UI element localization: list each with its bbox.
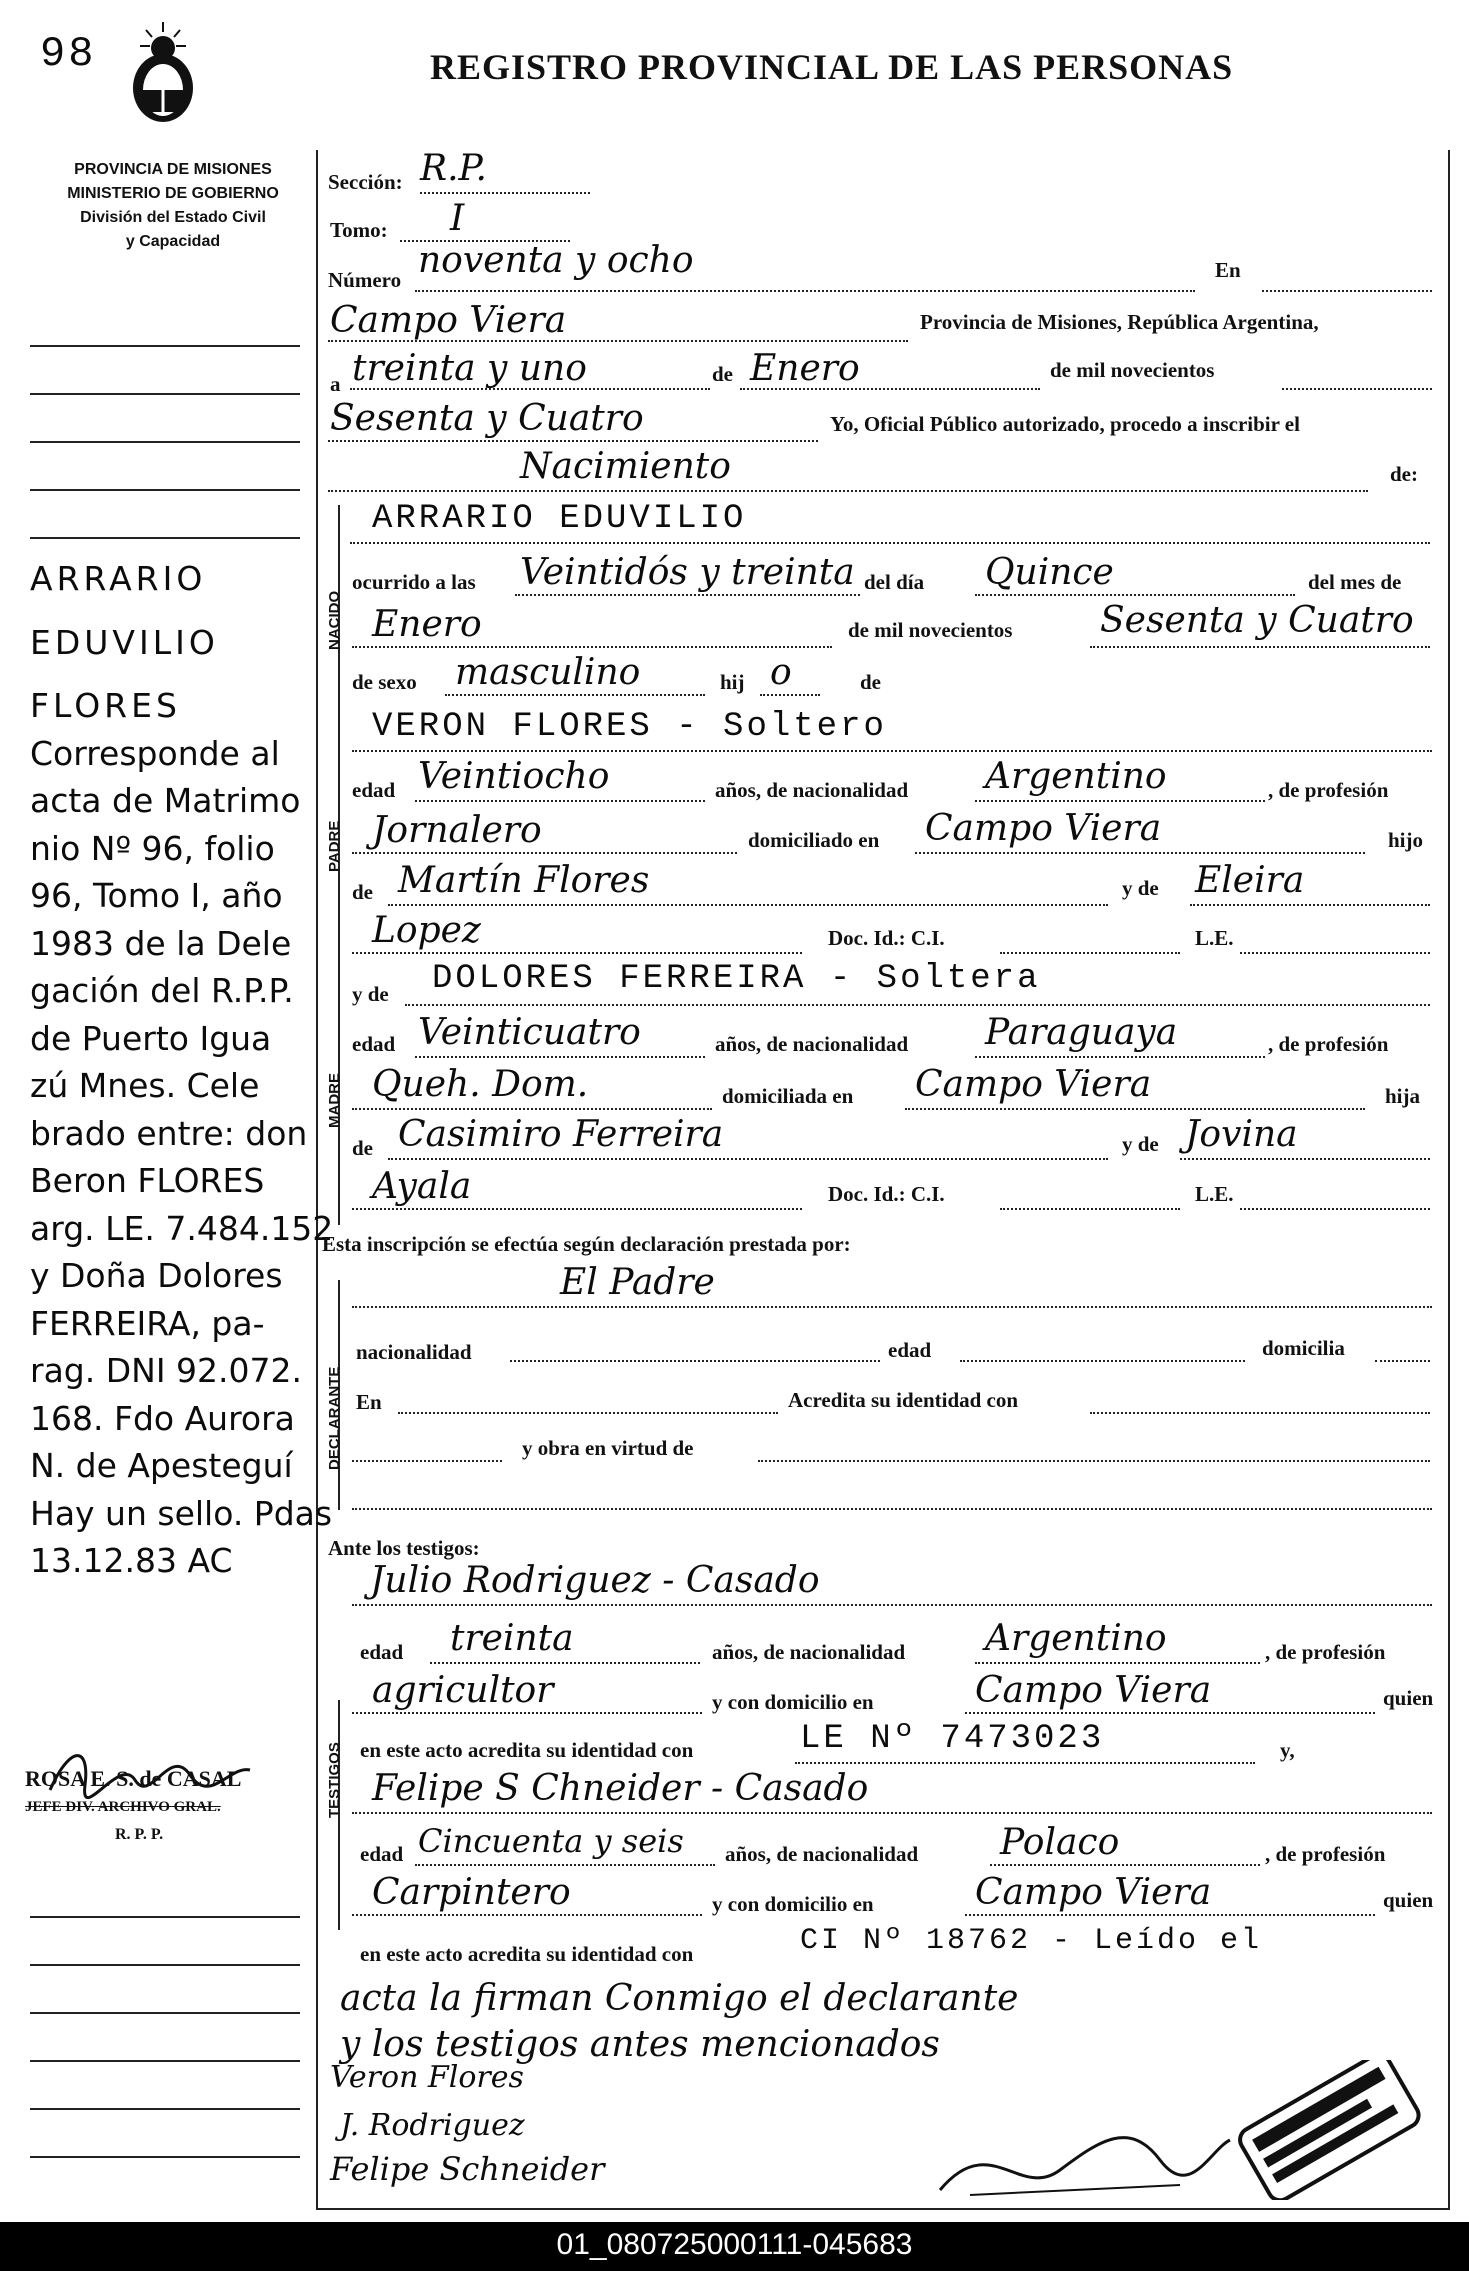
value-t2-dom: Campo Viera xyxy=(975,1872,1212,1913)
margin-note-line: N. de Apesteguí xyxy=(30,1446,293,1485)
field-line xyxy=(388,1158,1108,1160)
field-line xyxy=(352,1812,1432,1814)
header-left-line: y Capacidad xyxy=(125,233,221,250)
field-line xyxy=(1000,1208,1180,1210)
value-mes: Enero xyxy=(750,348,860,389)
field-line xyxy=(352,1604,1432,1606)
field-line xyxy=(415,800,705,802)
field-line xyxy=(350,388,710,390)
value-t2-doc: CI Nº 18762 - Leído el xyxy=(800,1924,1263,1958)
field-line xyxy=(352,1914,702,1916)
label-a: a xyxy=(330,372,341,396)
value-testigo2: Felipe S Chneider - Casado xyxy=(372,1768,869,1809)
header-left-line: PROVINCIA DE MISIONES xyxy=(74,161,272,178)
field-line xyxy=(1282,388,1432,390)
label-nacionalidad: nacionalidad xyxy=(356,1340,472,1364)
label-de-padre-padre: de xyxy=(352,880,373,904)
field-line xyxy=(352,1306,1432,1308)
section-label-testigos: TESTIGOS xyxy=(326,1742,343,1818)
label-hijo: hijo xyxy=(1388,828,1424,852)
value-declarante: El Padre xyxy=(560,1262,715,1303)
margin-note-line: FERREIRA, pa- xyxy=(30,1303,265,1343)
margin-rule xyxy=(30,2012,300,2014)
margin-note xyxy=(30,555,333,1585)
field-line xyxy=(510,1360,880,1362)
label-en-este-acto-t2: en este acto acredita su identidad con xyxy=(360,1942,694,1966)
field-line xyxy=(352,646,832,648)
margin-rule xyxy=(30,393,300,395)
value-testigo1: Julio Rodriguez - Casado xyxy=(370,1560,820,1601)
label-numero: Número xyxy=(328,268,402,292)
label-doc-id-2: Doc. Id.: C.I. xyxy=(828,1182,945,1206)
margin-rule xyxy=(30,1964,300,1966)
label-de-profesion-t2: , de profesión xyxy=(1265,1842,1386,1866)
section-label-padre: PADRE xyxy=(326,820,343,872)
label-de-2: de xyxy=(860,670,881,694)
label-domicilia: domicilia xyxy=(1262,1336,1345,1360)
margin-note-line: FLORES xyxy=(30,686,181,725)
footer-id: 01_080725000111-045683 xyxy=(556,2228,913,2261)
field-line xyxy=(1090,646,1430,648)
field-line xyxy=(352,852,737,854)
label-quien-t1: quien xyxy=(1383,1686,1434,1710)
field-line xyxy=(352,1460,502,1462)
label-con-domicilio-t1: y con domicilio en xyxy=(712,1690,874,1714)
margin-rule xyxy=(30,1916,300,1918)
value-t1-prof: agricultor xyxy=(372,1670,554,1711)
value-seccion: R.P. xyxy=(420,148,487,189)
field-line xyxy=(420,192,590,194)
margin-note-line: acta de Matrimo xyxy=(30,781,301,820)
value-madre-dom: Campo Viera xyxy=(915,1064,1152,1105)
field-line xyxy=(398,1412,778,1414)
field-line xyxy=(990,1864,1260,1866)
field-line xyxy=(350,542,1430,544)
value-dia: treinta y uno xyxy=(352,348,587,389)
label-de-profesion: , de profesión xyxy=(1268,778,1389,802)
label-y-de: y de xyxy=(1122,876,1159,900)
value-t2-edad: Cincuenta y seis xyxy=(418,1822,684,1860)
label-hij: hij xyxy=(720,670,745,694)
field-line xyxy=(352,1208,802,1210)
margin-note-line: Hay un sello. Pdas xyxy=(30,1493,333,1533)
field-line xyxy=(795,1762,1255,1764)
field-line xyxy=(965,1914,1375,1916)
margin-note-line: zú Mnes. Cele xyxy=(30,1066,260,1105)
label-edad-t2: edad xyxy=(360,1842,404,1866)
margin-rule xyxy=(30,2060,300,2062)
field-line xyxy=(965,1712,1375,1714)
margin-note-line: ARRARIO xyxy=(30,559,207,598)
field-line xyxy=(1190,904,1430,906)
value-madre-prof: Queh. Dom. xyxy=(372,1064,589,1105)
field-line xyxy=(352,1508,1432,1510)
field-line xyxy=(1180,1158,1430,1160)
field-line xyxy=(352,1712,702,1714)
value-dia-nac: Quince xyxy=(985,552,1114,593)
label-edad-madre: edad xyxy=(352,1032,396,1056)
official-stamp xyxy=(1225,2060,1425,2200)
field-line xyxy=(328,490,1368,492)
label-de-sexo: de sexo xyxy=(352,670,417,694)
label-y-de-2: y de xyxy=(1122,1132,1159,1156)
header-left-line: MINISTERIO DE GOBIERNO xyxy=(67,185,279,202)
field-line xyxy=(405,1004,1430,1006)
label-de-mil-novecientos: de mil novecientos xyxy=(1050,358,1215,382)
margin-note-line: arg. LE. 7.484.152 xyxy=(30,1208,334,1248)
signature-testigo-1: J. Rodriguez xyxy=(340,2108,525,2143)
margin-rule xyxy=(30,2108,300,2110)
label-de-profesion-t1: , de profesión xyxy=(1265,1640,1386,1664)
value-nombre: ARRARIO EDUVILIO xyxy=(372,500,747,538)
label-de-colon: de: xyxy=(1390,462,1418,486)
field-line xyxy=(430,1662,700,1664)
value-padre-dom: Campo Viera xyxy=(925,808,1162,849)
label-ocurrido: ocurrido a las xyxy=(352,570,476,594)
field-line xyxy=(415,1056,705,1058)
label-anos-nac-madre: años, de nacionalidad xyxy=(715,1032,909,1056)
margin-note-line: EDUVILIO xyxy=(30,622,219,662)
margin-rule xyxy=(30,537,300,539)
value-cierre-2: y los testigos antes mencionados xyxy=(340,2024,940,2065)
margin-rule xyxy=(30,441,300,443)
field-line xyxy=(1375,1360,1430,1362)
value-numero: noventa y ocho xyxy=(418,240,694,281)
field-line xyxy=(740,388,1040,390)
label-seccion: Sección: xyxy=(328,170,403,194)
field-line xyxy=(328,340,908,342)
field-line xyxy=(1000,952,1180,954)
value-t1-edad: treinta xyxy=(450,1618,574,1659)
value-padre-madre2: Lopez xyxy=(372,910,481,951)
label-del-dia: del día xyxy=(864,570,925,594)
margin-rule xyxy=(30,2156,300,2158)
field-line xyxy=(975,800,1265,802)
value-t2-prof: Carpintero xyxy=(372,1872,571,1913)
value-padre-edad: Veintiocho xyxy=(418,756,610,797)
value-anio: Sesenta y Cuatro xyxy=(330,398,644,439)
value-tipo: Nacimiento xyxy=(520,446,731,487)
label-acredita: Acredita su identidad con xyxy=(788,1388,1019,1412)
value-mes-nac: Enero xyxy=(372,604,482,645)
label-y-de-madre: y de xyxy=(352,982,389,1006)
label-de-madre-padre: de xyxy=(352,1136,373,1160)
document-title: REGISTRO PROVINCIAL DE LAS PERSONAS xyxy=(430,47,1234,87)
value-padre-nac: Argentino xyxy=(985,756,1167,797)
stamp-line: JEFE DIV. ARCHIVO GRAL. xyxy=(25,1799,221,1815)
value-madre-edad: Veinticuatro xyxy=(418,1012,641,1053)
value-padre-prof: Jornalero xyxy=(372,810,542,851)
section-label-declarante: DECLARANTE xyxy=(326,1366,343,1470)
value-cierre-1: acta la firman Conmigo el declarante xyxy=(340,1978,1019,2019)
label-en-este-acto-t1: en este acto acredita su identidad con xyxy=(360,1738,694,1762)
archive-stamp xyxy=(25,1765,241,1849)
field-line xyxy=(328,440,818,442)
stamp-line: ROSA E. S. de CASAL xyxy=(25,1766,242,1791)
label-doc-id: Doc. Id.: C.I. xyxy=(828,926,945,950)
value-t2-nac: Polaco xyxy=(1000,1822,1120,1863)
value-madre-padre: Casimiro Ferreira xyxy=(398,1114,724,1155)
label-le: L.E. xyxy=(1195,926,1234,950)
signature-testigo-2: Felipe Schneider xyxy=(330,2150,605,2188)
label-con-domicilio-t2: y con domicilio en xyxy=(712,1892,874,1916)
section-label-madre: MADRE xyxy=(326,1073,343,1128)
field-line xyxy=(1240,952,1430,954)
label-quien-t2: quien xyxy=(1383,1888,1434,1912)
value-sexo: masculino xyxy=(455,652,641,693)
label-edad-t1: edad xyxy=(360,1640,404,1664)
field-line xyxy=(905,1108,1365,1110)
label-yo-oficial: Yo, Oficial Público autorizado, procedo a inscribir el xyxy=(830,412,1300,436)
field-line xyxy=(352,1108,712,1110)
margin-note-line: y Doña Dolores xyxy=(30,1256,283,1295)
label-hija: hija xyxy=(1385,1084,1421,1108)
value-padre-nombre: VERON FLORES - Soltero xyxy=(372,708,887,746)
label-del-mes-de: del mes de xyxy=(1308,570,1402,594)
margin-note-line: Beron FLORES xyxy=(30,1161,265,1200)
label-y-comma: y, xyxy=(1280,1738,1295,1762)
page-number: 98 xyxy=(40,30,97,78)
field-line xyxy=(415,1864,715,1866)
field-line xyxy=(1240,1208,1430,1210)
field-line xyxy=(960,1360,1245,1362)
header-left-block xyxy=(38,158,308,254)
value-t1-dom: Campo Viera xyxy=(975,1670,1212,1711)
value-madre-nac: Paraguaya xyxy=(985,1012,1178,1053)
official-signature xyxy=(930,2110,1250,2210)
header-left-line: División del Estado Civil xyxy=(80,209,266,226)
margin-rule xyxy=(30,489,300,491)
field-line xyxy=(1262,290,1432,292)
margin-note-line: 13.12.83 AC xyxy=(30,1541,233,1580)
field-line xyxy=(415,290,1195,292)
margin-note-line: 96, Tomo I, año xyxy=(30,876,283,915)
field-line xyxy=(352,750,1432,752)
label-anos-nac-t1: años, de nacionalidad xyxy=(712,1640,906,1664)
margin-rule xyxy=(30,345,300,347)
margin-note-line: Corresponde al xyxy=(30,733,280,773)
label-domiciliada-en: domiciliada en xyxy=(722,1084,854,1108)
field-line xyxy=(975,594,1295,596)
label-anos-nac: años, de nacionalidad xyxy=(715,778,909,802)
value-hij-suffix: o xyxy=(770,652,792,693)
label-edad: edad xyxy=(352,778,396,802)
label-de: de xyxy=(712,362,733,386)
margin-note-line: nio Nº 96, folio xyxy=(30,828,275,868)
margin-note-line: 1983 de la Dele xyxy=(30,923,292,963)
field-line xyxy=(760,694,820,696)
label-obra-virtud: y obra en virtud de xyxy=(522,1436,694,1460)
label-en: En xyxy=(1215,258,1241,282)
margin-note-line: brado entre: don xyxy=(30,1113,308,1153)
section-label-nacido: NACIDO xyxy=(326,590,343,650)
value-madre-madre2: Ayala xyxy=(372,1166,472,1207)
value-madre-nombre: DOLORES FERREIRA - Soltera xyxy=(432,960,1041,998)
label-en-declarante: En xyxy=(356,1390,382,1414)
label-edad-declarante: edad xyxy=(888,1338,932,1362)
field-line xyxy=(388,904,1108,906)
field-line xyxy=(758,1460,1430,1462)
margin-note-line: gación del R.P.P. xyxy=(30,971,294,1010)
label-domiciliado-en: domiciliado en xyxy=(748,828,880,852)
stamp-line: R. P. P. xyxy=(115,1826,164,1843)
value-t1-nac: Argentino xyxy=(985,1618,1167,1659)
value-anio-nac: Sesenta y Cuatro xyxy=(1100,600,1414,641)
value-lugar: Campo Viera xyxy=(330,300,567,341)
label-inscripcion: Esta inscripción se efectúa según declaración prestada por: xyxy=(322,1232,851,1256)
label-provincia: Provincia de Misiones, República Argentina, xyxy=(920,310,1319,334)
value-hora: Veintidós y treinta xyxy=(520,552,855,593)
label-anos-nac-t2: años, de nacionalidad xyxy=(725,1842,919,1866)
margin-note-line: rag. DNI 92.072. xyxy=(30,1351,302,1390)
field-line xyxy=(915,852,1365,854)
value-padre-padre: Martín Flores xyxy=(398,860,650,901)
field-line xyxy=(975,1056,1265,1058)
field-line xyxy=(975,1662,1260,1664)
label-de-profesion-madre: , de profesión xyxy=(1268,1032,1389,1056)
margin-note-line: de Puerto Igua xyxy=(30,1018,272,1058)
label-tomo: Tomo: xyxy=(330,218,388,242)
signature-padre: Veron Flores xyxy=(330,2060,524,2095)
value-madre-madre: Jovina xyxy=(1185,1114,1298,1155)
label-ante-testigos: Ante los testigos: xyxy=(328,1536,480,1560)
field-line xyxy=(515,594,860,596)
label-de-mil-nov: de mil novecientos xyxy=(848,618,1013,642)
field-line xyxy=(1090,1412,1430,1414)
field-line xyxy=(352,952,802,954)
value-t1-doc: LE Nº 7473023 xyxy=(800,1720,1105,1758)
field-line xyxy=(445,694,705,696)
value-padre-madre: Eleira xyxy=(1195,860,1305,901)
coat-of-arms-seal xyxy=(118,18,208,128)
margin-note-line: 168. Fdo Aurora xyxy=(30,1398,295,1438)
label-le-2: L.E. xyxy=(1195,1182,1234,1206)
value-tomo: I xyxy=(450,198,465,239)
